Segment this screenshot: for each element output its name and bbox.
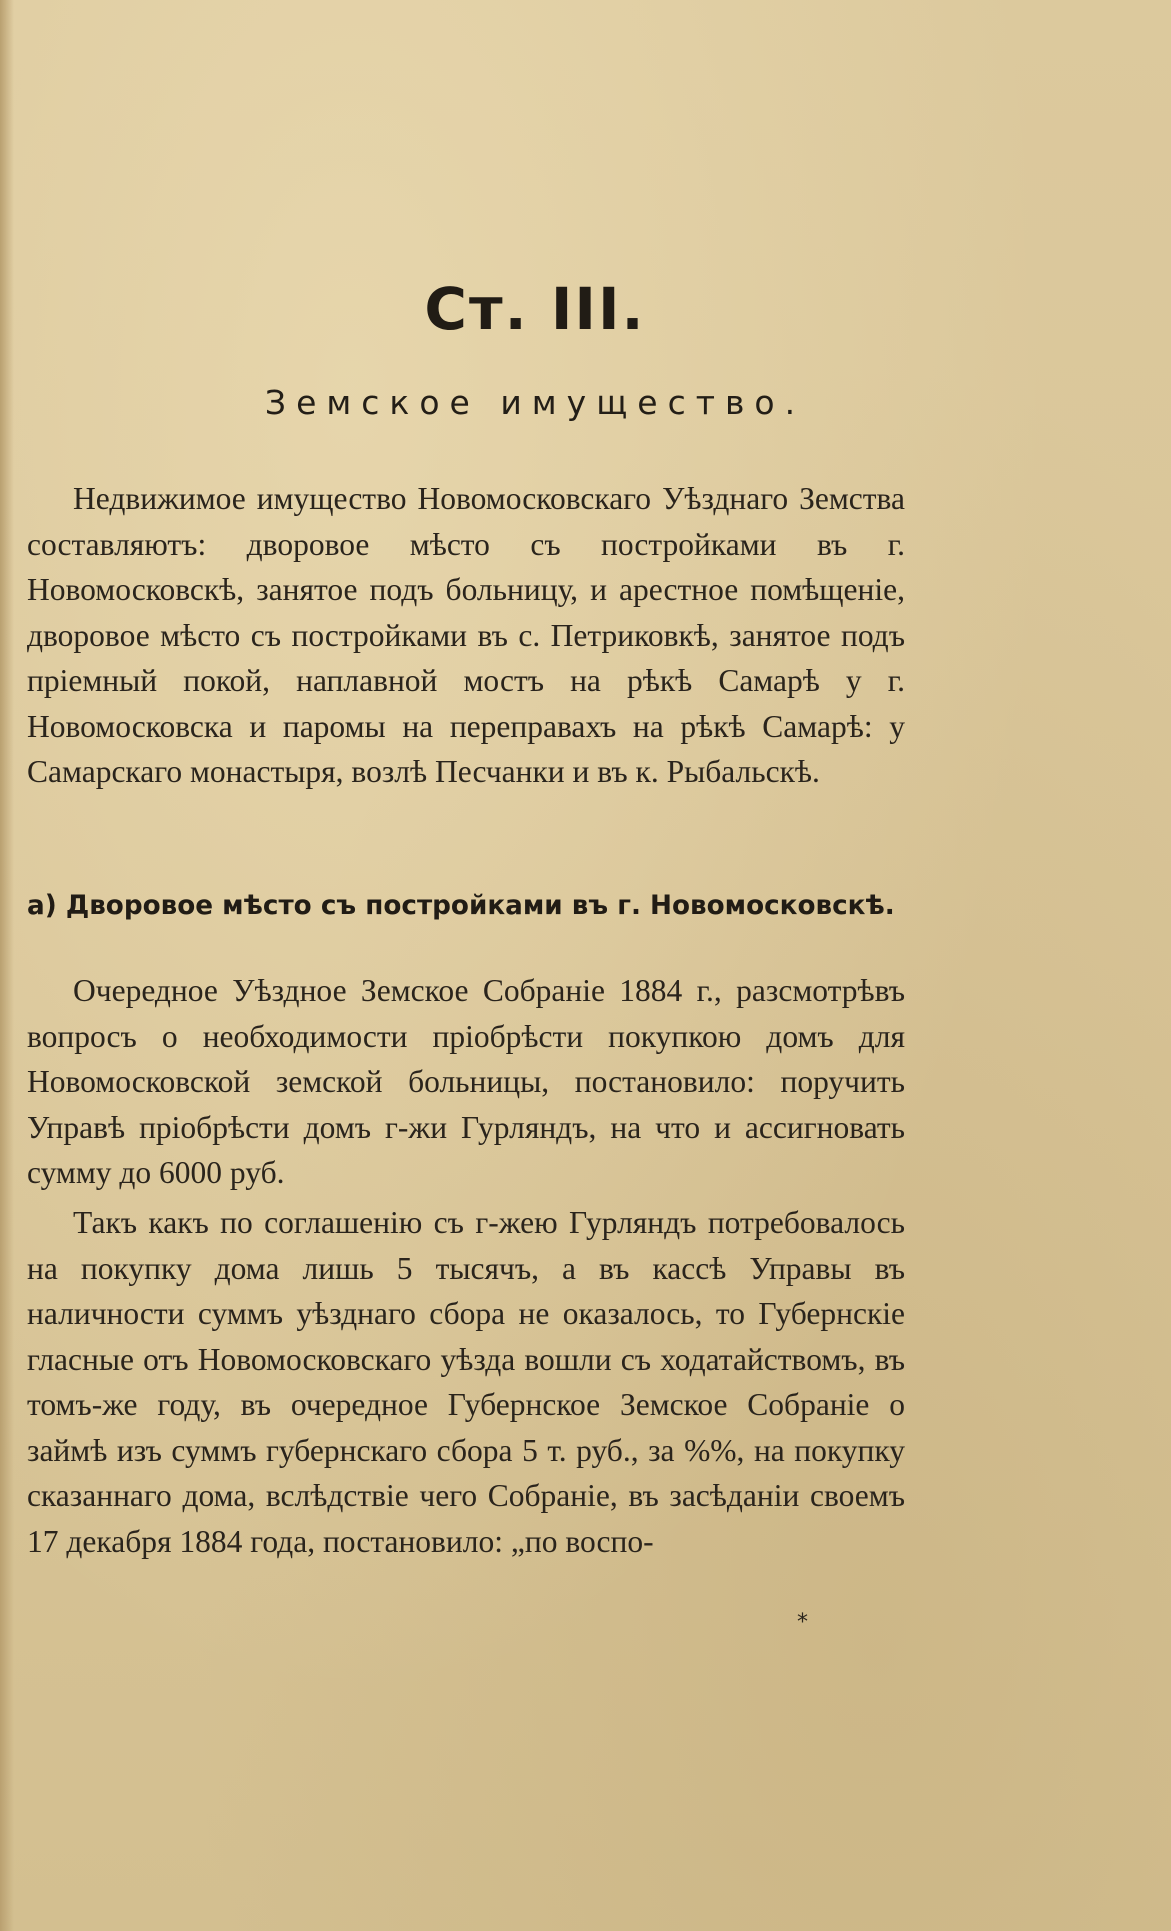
article-subheading: Земское имущество. <box>264 383 806 422</box>
printer-signature-mark: * <box>797 1610 808 1635</box>
paragraph-property-list: Недвижимое имущество Новомосковскаго Уѣзднаго Земства составляютъ: дворовое мѣсто съ постройками въ г. Новомосковскѣ, занятое подъ больницу, и арестное помѣщеніе, дворовое мѣсто съ постройками въ с. Петриковкѣ, занятое подъ пріемный покой, наплавной мостъ на рѣкѣ Самарѣ у г. Новомосковска и паромы на переправахъ на рѣкѣ Самарѣ: у Самарскаго монастыря, возлѣ Песчанки и въ к. Рыбальскѣ. <box>27 481 905 789</box>
paragraph-assembly-1884: Очередное Уѣздное Земское Собраніе 1884 г., разсмотрѣвъ вопросъ о необходимости пріобрѣсти покупкою домъ для Новомосковской земской больницы, постановило: поручить Управѣ пріобрѣсти домъ г-жи Гурляндъ, на что и ассигновать сумму до 6000 руб. <box>27 973 905 1190</box>
paragraph-loan-request: Такъ какъ по соглашенію съ г-жею Гурляндъ потребовалось на покупку дома лишь 5 тысячъ, а въ кассѣ Управы въ наличности суммъ уѣзднаго сбора не оказалось, то Губернскіе гласные отъ Новомосковскаго уѣзда вошли съ ходатайствомъ, въ томъ-же году, въ очередное Губернское Земское Собраніе о займѣ изъ суммъ губернскаго сбора 5 т. руб., за %%, на покупку сказаннаго дома, вслѣдствіе чего Собраніе, въ засѣданіи своемъ 17 декабря 1884 года, постановило: „по воспо- <box>27 1205 905 1559</box>
article-heading: Ст. III. <box>424 275 646 343</box>
section-heading-a: а) Дворовое мѣсто съ постройками въ г. Новомосковскѣ. <box>27 890 895 921</box>
